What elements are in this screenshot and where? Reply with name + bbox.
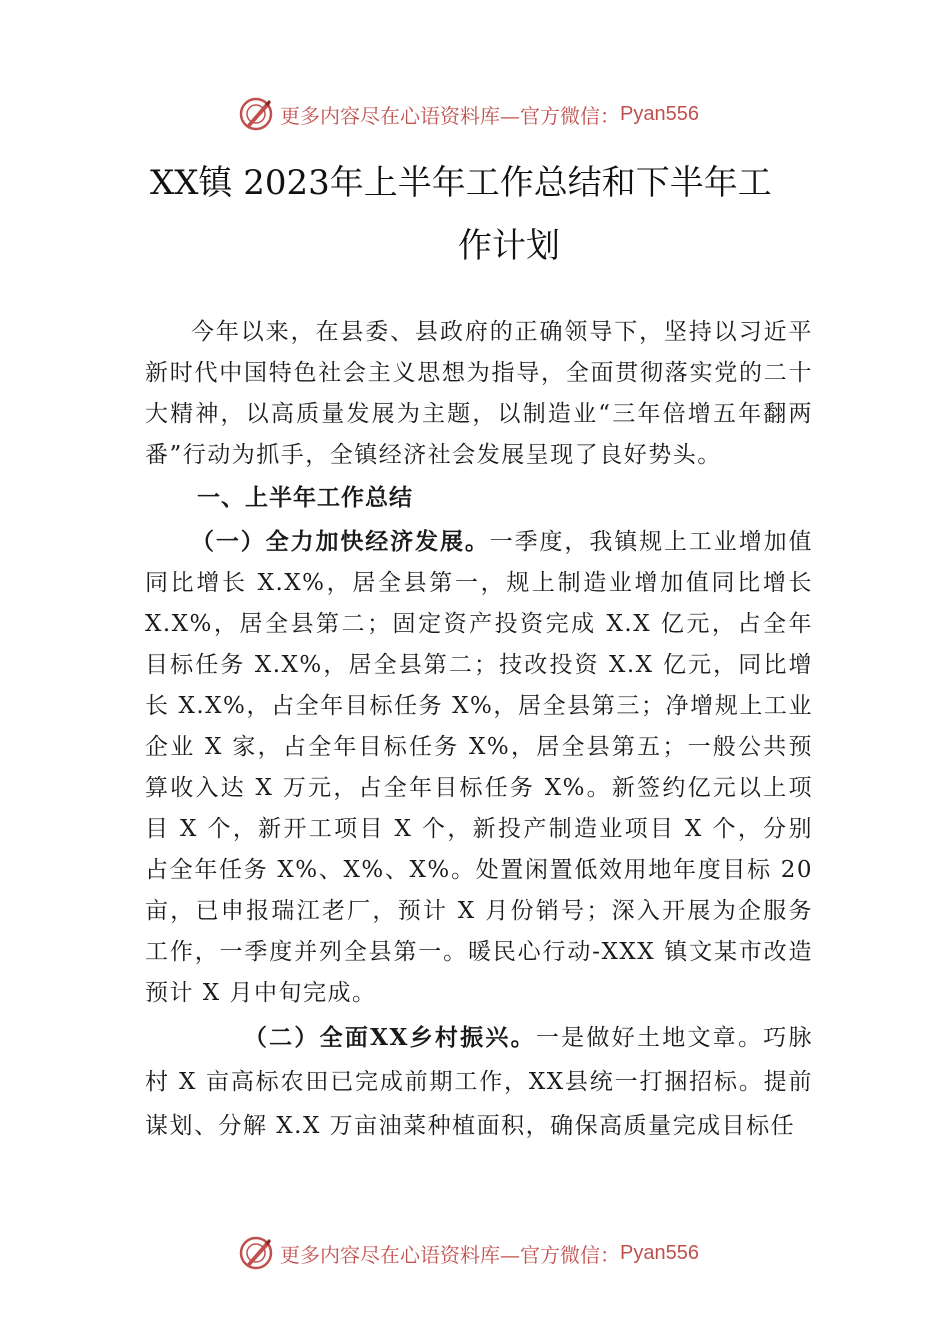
document-body — [145, 312, 813, 1148]
watermark-top — [238, 94, 699, 134]
document-title-line-2: 作计划 — [458, 226, 560, 266]
intro-paragraph: 今年以来，在县委、县政府的正确领导下，坚持以习近平新时代中国特色社会主义思想为指导，全面贯彻落实党的二十大精神，以高质量发展为主题，以制造业“三年倍增五年翻两番”行动为抓手，全镇经济社会发展呈现了良好势头。 — [145, 319, 813, 468]
watermark-text: 更多内容尽在心语资料库—官方微信： — [280, 103, 620, 128]
section-heading: 一、上半年工作总结 — [197, 485, 413, 511]
subsection-1-paragraph — [145, 521, 813, 1014]
watermark-text: 更多内容尽在心语资料库—官方微信： — [280, 1242, 620, 1267]
subsection-2-lead: （二）全面XX乡村振兴。 — [243, 1024, 536, 1051]
document-title-line-1: XX镇 2023年上半年工作总结和下半年工 — [150, 163, 772, 203]
watermark-bottom — [238, 1233, 699, 1273]
pen-seal-icon — [238, 96, 274, 132]
watermark-wechat-id: Pyan556 — [620, 1241, 699, 1264]
pen-seal-icon — [238, 1235, 274, 1271]
subsection-2-paragraph — [145, 1016, 813, 1148]
subsection-2-body: 一是做好土地文章。巧脉村 X 亩高标农田已完成前期工作，XX县统一打捆招标。提前谋划、分解 X.X 万亩油菜种植面积，确保高质量完成目标任 — [145, 1025, 813, 1139]
watermark-wechat-id: Pyan556 — [620, 102, 699, 125]
subsection-1-lead: （一）全力加快经济发展。 — [191, 528, 490, 555]
subsection-1-body: 一季度，我镇规上工业增加值同比增长 X.X%，居全县第一，规上制造业增加值同比增长 X.X%，居全县第二；固定资产投资完成 X.X 亿元，占全年目标任务 X.X%，居全县第二；技改投资 X.X 亿元，同比增长 X.X%，占全年目标任务 X%，居全县第三；净增规上工业企业 X 家，占全年目标任务 X%，居全县第五；一般公共预算收入达 X 万元，占全年目标任务 X%。新签约亿元以上项目 X 个，新开工项目 X 个，新投产制造业项目 X 个，分别占全年任务 X%、X%、X%。处置闲置低效用地年度目标 20 亩，已申报瑞江老厂，预计 X 月份销号；深入开展为企服务工作，一季度并列全县第一。暖民心行动-XXX 镇文某市改造预计 X 月中旬完成。 — [145, 529, 814, 1006]
